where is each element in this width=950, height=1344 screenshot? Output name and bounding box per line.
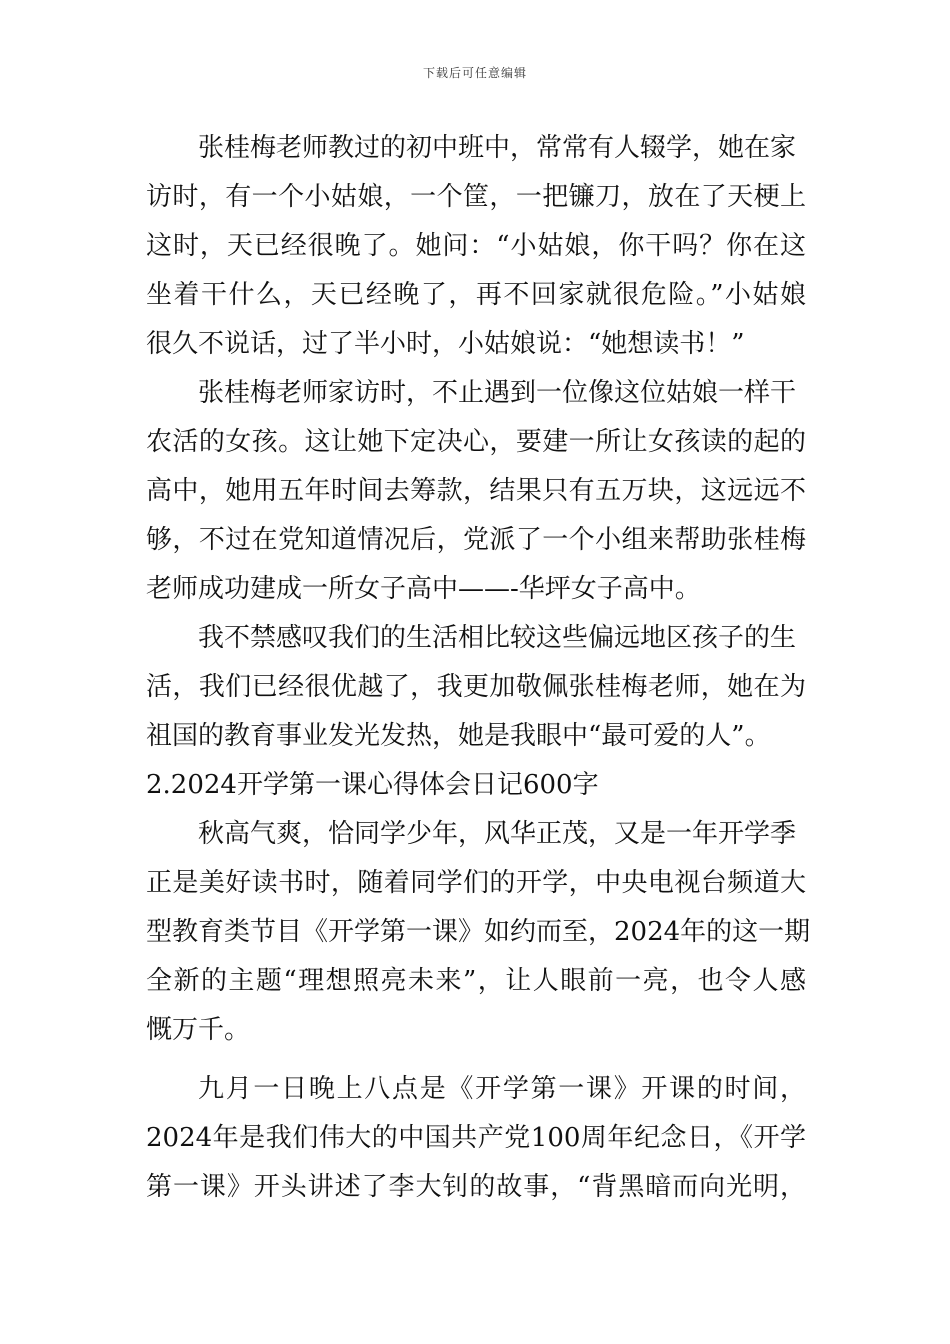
page-header: 下载后可任意编辑: [422, 66, 527, 80]
text-line: 张桂梅老师家访时，不止遇到一位像这位姑娘一样干: [198, 378, 797, 408]
text-line: 型教育类节目《开学第一课》如约而至，2024年的这一期: [146, 917, 811, 947]
text-line: 正是美好读书时，随着同学们的开学，中央电视台频道大: [146, 868, 806, 898]
text-line: 九月一日晚上八点是《开学第一课》开课的时间，: [198, 1074, 806, 1104]
text-line: 全新的主题“理想照亮未来”，让人眼前一亮，也令人感: [146, 966, 806, 996]
text-line: 老师成功建成一所女子高中——-华坪女子高中。: [146, 574, 701, 604]
text-line: 农活的女孩。这让她下定决心，要建一所让女孩读的起的: [146, 427, 806, 457]
text-line: 坐着干什么，天已经晚了，再不回家就很危险。”小姑娘: [146, 280, 806, 310]
text-line: 高中，她用五年时间去筹款，结果只有五万块，这远远不: [146, 476, 806, 506]
text-line: 这时，天已经很晚了。她问：“小姑娘，你干吗？你在这: [146, 231, 806, 261]
text-line: 慨万千。: [146, 1015, 251, 1045]
section-heading: 2.2024开学第一课心得体会日记600字: [146, 770, 599, 800]
text-line: 祖国的教育事业发光发热，她是我眼中“最可爱的人”。: [146, 721, 771, 751]
text-line: 访时，有一个小姑娘，一个筐，一把镰刀，放在了天梗上: [146, 182, 806, 212]
text-line: 张桂梅老师教过的初中班中，常常有人辍学，她在家: [198, 133, 797, 163]
text-line: 第一课》开头讲述了李大钊的故事，“背黑暗而向光明，: [146, 1172, 806, 1202]
text-line: 活，我们已经很优越了，我更加敬佩张桂梅老师，她在为: [146, 672, 806, 702]
text-line: 很久不说话，过了半小时，小姑娘说：“她想读书！”: [146, 329, 745, 359]
document-body: [146, 124, 811, 1212]
text-line: 够，不过在党知道情况后，党派了一个小组来帮助张桂梅: [146, 525, 806, 555]
text-line: 秋高气爽，恰同学少年，风华正茂，又是一年开学季: [198, 819, 797, 849]
text-line: 我不禁感叹我们的生活相比较这些偏远地区孩子的生: [198, 623, 797, 653]
text-line: 2024年是我们伟大的中国共产党100周年纪念日，《开学: [146, 1123, 806, 1153]
